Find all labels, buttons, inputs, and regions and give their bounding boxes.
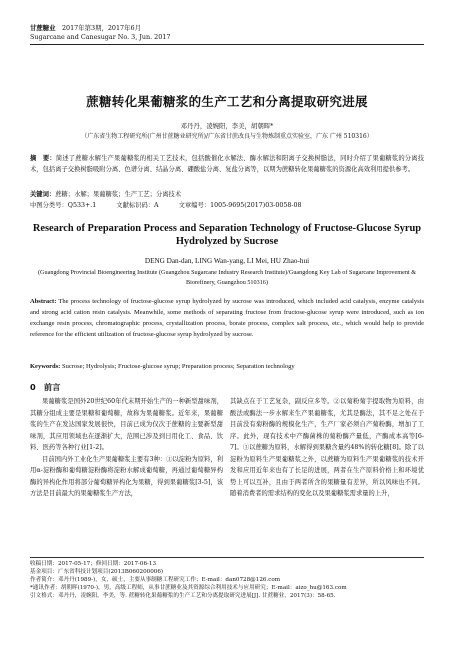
body-column-left [30,396,223,500]
section-heading-intro: 0 前言 [30,382,61,392]
abstract-cn-text: 简述了蔗糖水解生产果葡糖浆的相关工艺技术，包括酸催化水解法、酶水解法和阳离子交换树脂法，同时介绍了果葡糖浆的分离技术，包括离子交换树脂吸附分离、色谱分离、结晶分离、硼酸盐分离、复盐分离等，以期为蔗糖转化果葡糖浆的资源化高效利用提供参考。 [30,155,425,174]
affiliation-en: (Guangdong Provincial Bioengineering Institute (Guangzhou Sugarcane Industry Research Institute)/Guangdong Key Lab of Sugarcane Improvement & Biorefinery, Guangzhou 510316) [37,269,417,286]
footnote-funding: 基金项目：广东省科技计划项目(2013B060200006) [30,569,164,575]
running-header [30,24,170,41]
keywords-en [30,363,424,370]
article-number: 文章编号：1005-9695(2017)03-0058-08 [178,202,302,209]
keywords-cn-text: 蔗糖；水解；果葡糖浆；生产工艺；分离技术 [55,191,182,198]
footnote-received: 收稿日期：2017-05-17；修回日期：2017-06-13 [30,561,157,567]
authors-cn: 邓丹丹，凌婉阳，李美，胡朝晖* [180,122,274,130]
body-column-right [230,396,424,500]
journal-name-cn: 甘蔗糖业 [30,24,56,32]
title-en: Research of Preparation Process and Separation Technology of Fructose-Glucose Syrup Hydrolyzed by Sucrose [32,223,422,248]
abstract-en [30,296,424,340]
keywords-cn-label: 关键词： [30,191,56,198]
abstract-cn [30,153,424,175]
keywords-en-text: Sucrose; Hydrolysis; Fructose-glucose syrup; Preparation process; Separation technology [61,363,295,370]
footnote-citation: 引文格式：邓丹丹，凌婉阳，李美，等. 蔗糖转化果葡糖浆的生产工艺和分离提取研究进展[J]. 甘蔗糖业，2017(3)：58-65. [30,593,336,599]
abstract-en-label: Abstract: [30,298,57,305]
abstract-en-text: The process technology of fructose-glucose syrup hydrolyzed by sucrose was introduced, which included acid catalysis, enzyme catalysis and strong acid cation resin catalysis. Meanwhile, some methods of separating fructose from fructose-glucose syrup were introduced, such as ion exchange resin process, chromatographic process, crystallization process, borate process, complex salt process, etc., which would help to provide reference for the efficient utilization of fructose-glucose syrup hydrolyzed by sucrose. [30,298,424,339]
footnote-author-bio: 作者简介：邓丹丹(1989-)，女，硕士，主要从事制糖工程研究工作；E-mail：dan0728@126.com [30,577,281,583]
journal-name-en: Sugarcane and Canesugar No. 3, Jun. 2017 [30,32,171,41]
issue-info-cn: 2017年第3期，2017年6月 [61,24,141,32]
clc-number: 中图分类号：Q533+.1 [30,202,97,209]
header-rule [30,44,424,45]
document-code: 文献标识码：A [116,202,159,209]
affiliation-cn: （广东省生物工程研究所(广州甘蔗糖业研究所)/广东省甘蔗改良与生物炼制重点实验室，广东 广州 510316） [81,133,373,140]
body-paragraph: 目前国内外工业化生产果葡糖浆主要有3种：①以淀粉为原料，利用α-淀粉酶和葡萄糖淀粉酶将淀粉水解成葡萄糖，再通过葡萄糖异构酶的异构化作用将部分葡萄糖异构化为果糖，得到果葡糖浆[3-5]，该方法是目前最大的果葡糖浆生产方法， [30,455,223,497]
keywords-en-label: Keywords: [30,363,61,370]
title-cn: 蔗糖转化果葡糖浆的生产工艺和分离提取研究进展 [86,94,368,109]
abstract-cn-label: 摘 要： [30,155,56,162]
footnote-corresponding: *通讯作者：胡朝晖(1970-)，男，高级工程师，从事甘蔗糖业及其资源综合利用技术与应用研究；E-mail：aizo_hu@163.com [30,585,347,591]
keywords-cn [30,189,424,198]
authors-en: DENG Dan-dan, LING Wan-yang, LI Mei, HU Zhao-hui [144,257,310,265]
body-paragraph: 果葡糖浆是国外20世纪60年代末期开始生产的一种新型甜味剂，其糖分组成主要是果糖和葡萄糖，故称为果葡糖浆。近年来，果葡糖浆的生产在发达国家发展很快，目前已成为仅次于蔗糖的主要新型甜味剂，其应用领域也在逐渐扩大，范围已涉及到日用化工、食品、饮料、医药等各种行业[1-2]。 [30,398,223,451]
footnote-rule [30,557,424,558]
body-paragraph: 其缺点在于工艺复杂，副反应多等。②以菊粉菊芋提取物为原料，由酸法或酶法一步水解来生产果葡糖浆，尤其是酶法，其不足之处在于目前没有菊粉酶的规模化生产，生产厂家必须自产菊粉酶，增加了工序。此外，现有技术中产酶菌株的菊粉酶产量低，产酶成本高等[6-7]。③以蔗糖为原料，水解得到果糖含量约48%的转化糖[8]。除了以淀粉为原料生产果葡糖浆之外，以蔗糖为原料生产果葡糖浆的技术开发和应用近年来也有了长足的进展，两者在生产原料价格上和环境优势上可以互补，且由于两者所含的果糖量有差异，所以风味也不同。随着消费者的需求结构的变化以及果葡糖浆需求量的上升， [230,398,424,497]
classification-line [30,200,424,209]
